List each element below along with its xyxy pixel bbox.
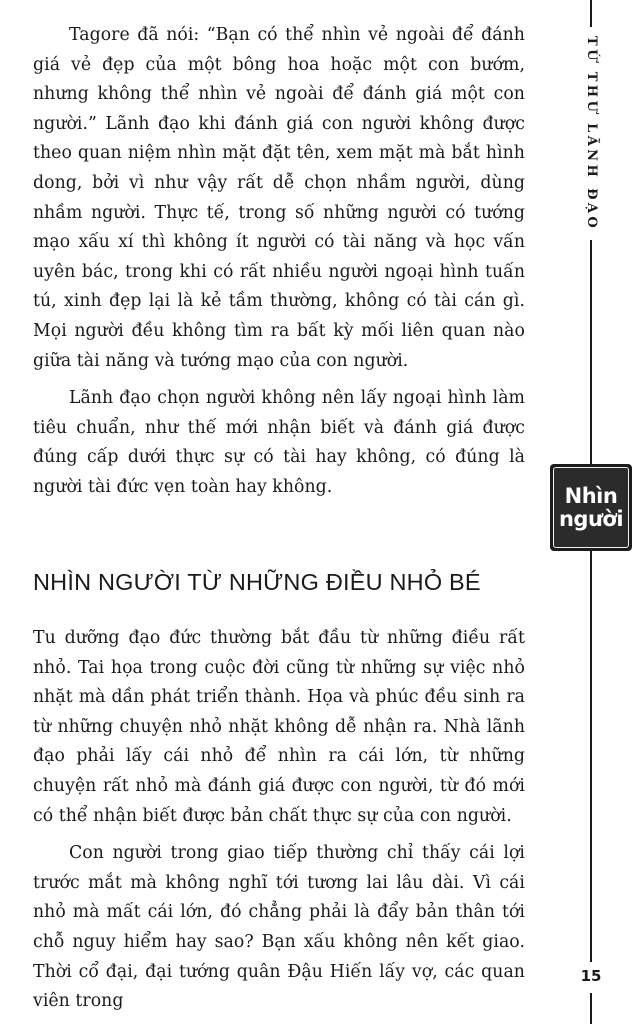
section-2-body	[33, 624, 525, 1017]
series-title-vertical: TỨ THƯ LÃNH ĐẠO	[584, 36, 599, 232]
sidebar-rule-top	[590, 0, 592, 27]
page-number: 15	[580, 967, 602, 985]
paragraph: Con người trong giao tiếp thường chỉ thấy cái lợi trước mắt mà không nghĩ tới tương lai lâu dài. Vì cái nhỏ mà mất cái lớn, đó chẳng phải là đẩy bản thân tới chỗ nguy hiểm hay sao? Bạn xấu không nên kết giao. Thời cổ đại, đại tướng quân Đậu Hiến lấy vợ, các quan viên trong	[33, 843, 525, 1012]
sidebar-rule-bottom	[590, 993, 592, 1024]
chapter-badge-line1: Nhìn	[564, 483, 618, 508]
sidebar-rule-lower	[590, 551, 592, 962]
chapter-badge	[550, 464, 632, 551]
chapter-badge-frame	[553, 467, 629, 548]
paragraph: Lãnh đạo chọn người không nên lấy ngoại hình làm tiêu chuẩn, như thế mới nhận biết và đánh giá được đúng cấp dưới thực sự có tài hay không, có đúng là người tài đức vẹn toàn hay không.	[33, 388, 525, 497]
paragraph: Tagore đã nói: “Bạn có thể nhìn vẻ ngoài để đánh giá vẻ đẹp của một bông hoa hoặc một con bướm, nhưng không thể nhìn vẻ ngoài để đánh giá một con người.” Lãnh đạo khi đánh giá con người không được theo quan niệm nhìn mặt đặt tên, xem mặt mà bắt hình dong, bởi vì như vậy rất dễ chọn nhầm người, dùng nhầm người. Thực tế, trong số những người có tướng mạo xấu xí thì không ít người có tài năng và học vấn uyên bác, trong khi có rất nhiều người ngoại hình tuấn tú, xinh đẹp lại là kẻ tầm thường, không có tài cán gì. Mọi người đều không tìm ra bất kỳ mối liên quan nào giữa tài năng và tướng mạo của con người.	[33, 25, 525, 371]
section-heading: NHÌN NGƯỜI TỪ NHỮNG ĐIỀU NHỎ BÉ	[33, 569, 481, 595]
chapter-badge-line2: người	[558, 506, 624, 531]
sidebar-rule-upper	[590, 240, 592, 465]
paragraph: Tu dưỡng đạo đức thường bắt đầu từ những điều rất nhỏ. Tai họa trong cuộc đời cũng từ những sự việc nhỏ nhặt mà dần phát triển thành. Họa và phúc đều sinh ra từ những chuyện nhỏ nhặt không dễ nhận ra. Nhà lãnh đạo phải lấy cái nhỏ để nhìn ra cái lớn, từ những chuyện rất nhỏ mà đánh giá được con người, từ đó mới có thể nhận biết được bản chất thực sự của con người.	[33, 628, 525, 826]
section-1-body	[33, 21, 525, 503]
